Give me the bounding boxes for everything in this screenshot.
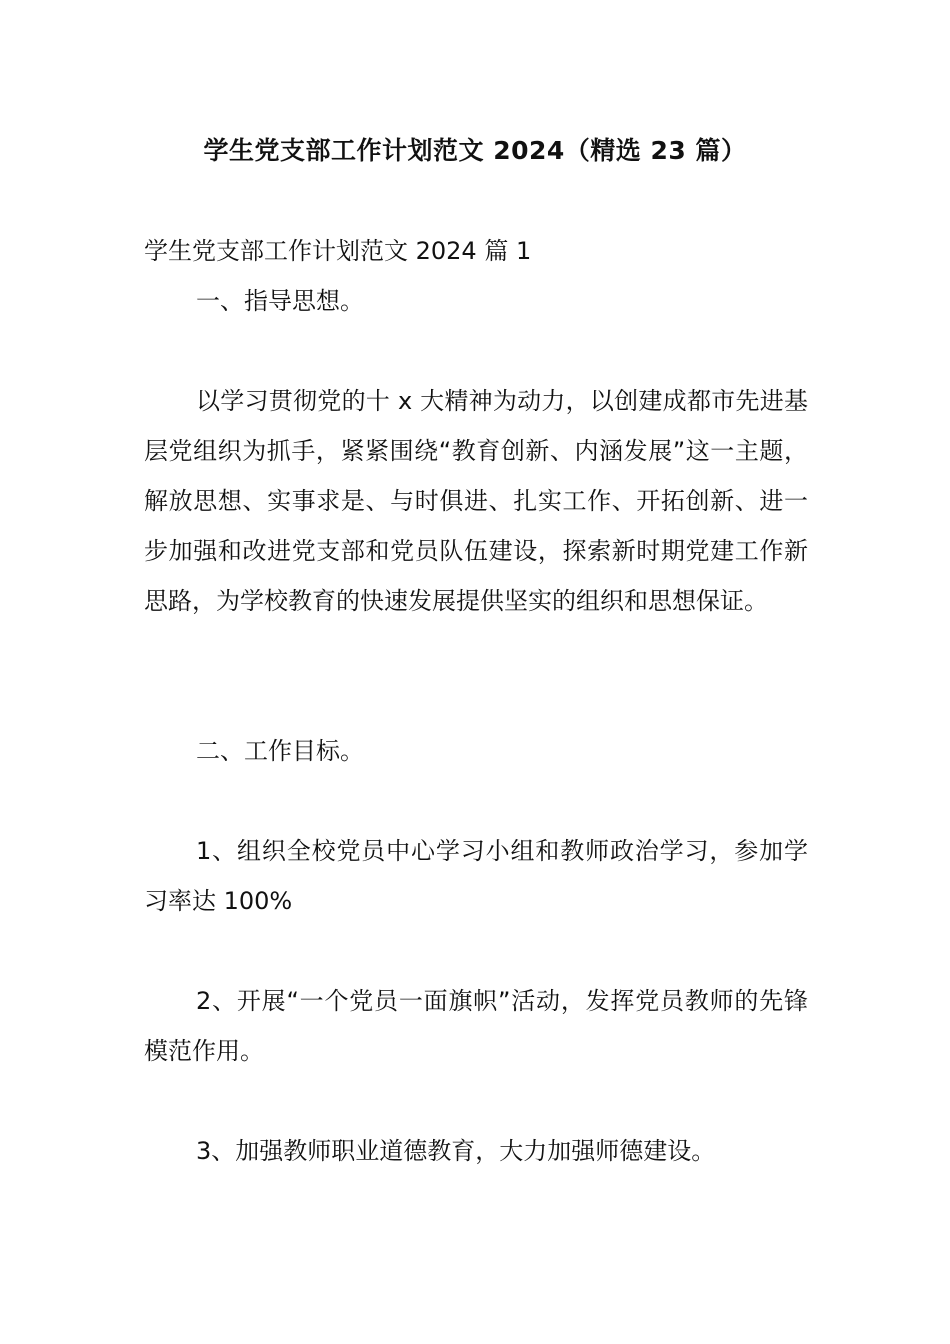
heading-guiding-ideology: 一、指导思想。 <box>196 287 364 315</box>
paragraph-guiding-ideology: 以学习贯彻党的十 x 大精神为动力，以创建成都市先进基层党组织为抓手，紧紧围绕“教育创新、内涵发展”这一主题，解放思想、实事求是、与时俱进、扎实工作、开拓创新、进一步加强和改进党支部和党员队伍建设，探索新时期党建工作新思路，为学校教育的快速发展提供坚实的组织和思想保证。 <box>144 387 808 615</box>
goal-item-3: 3、加强教师职业道德教育，大力加强师德建设。 <box>196 1137 716 1165</box>
document-title: 学生党支部工作计划范文 2024（精选 23 篇） <box>203 136 747 165</box>
heading-work-goals: 二、工作目标。 <box>196 737 364 765</box>
goal-item-2: 2、开展“一个党员一面旗帜”活动，发挥党员教师的先锋模范作用。 <box>144 987 808 1065</box>
section-heading: 学生党支部工作计划范文 2024 篇 1 <box>144 237 532 265</box>
goal-item-1: 1、组织全校党员中心学习小组和教师政治学习，参加学习率达 100% <box>144 837 808 915</box>
